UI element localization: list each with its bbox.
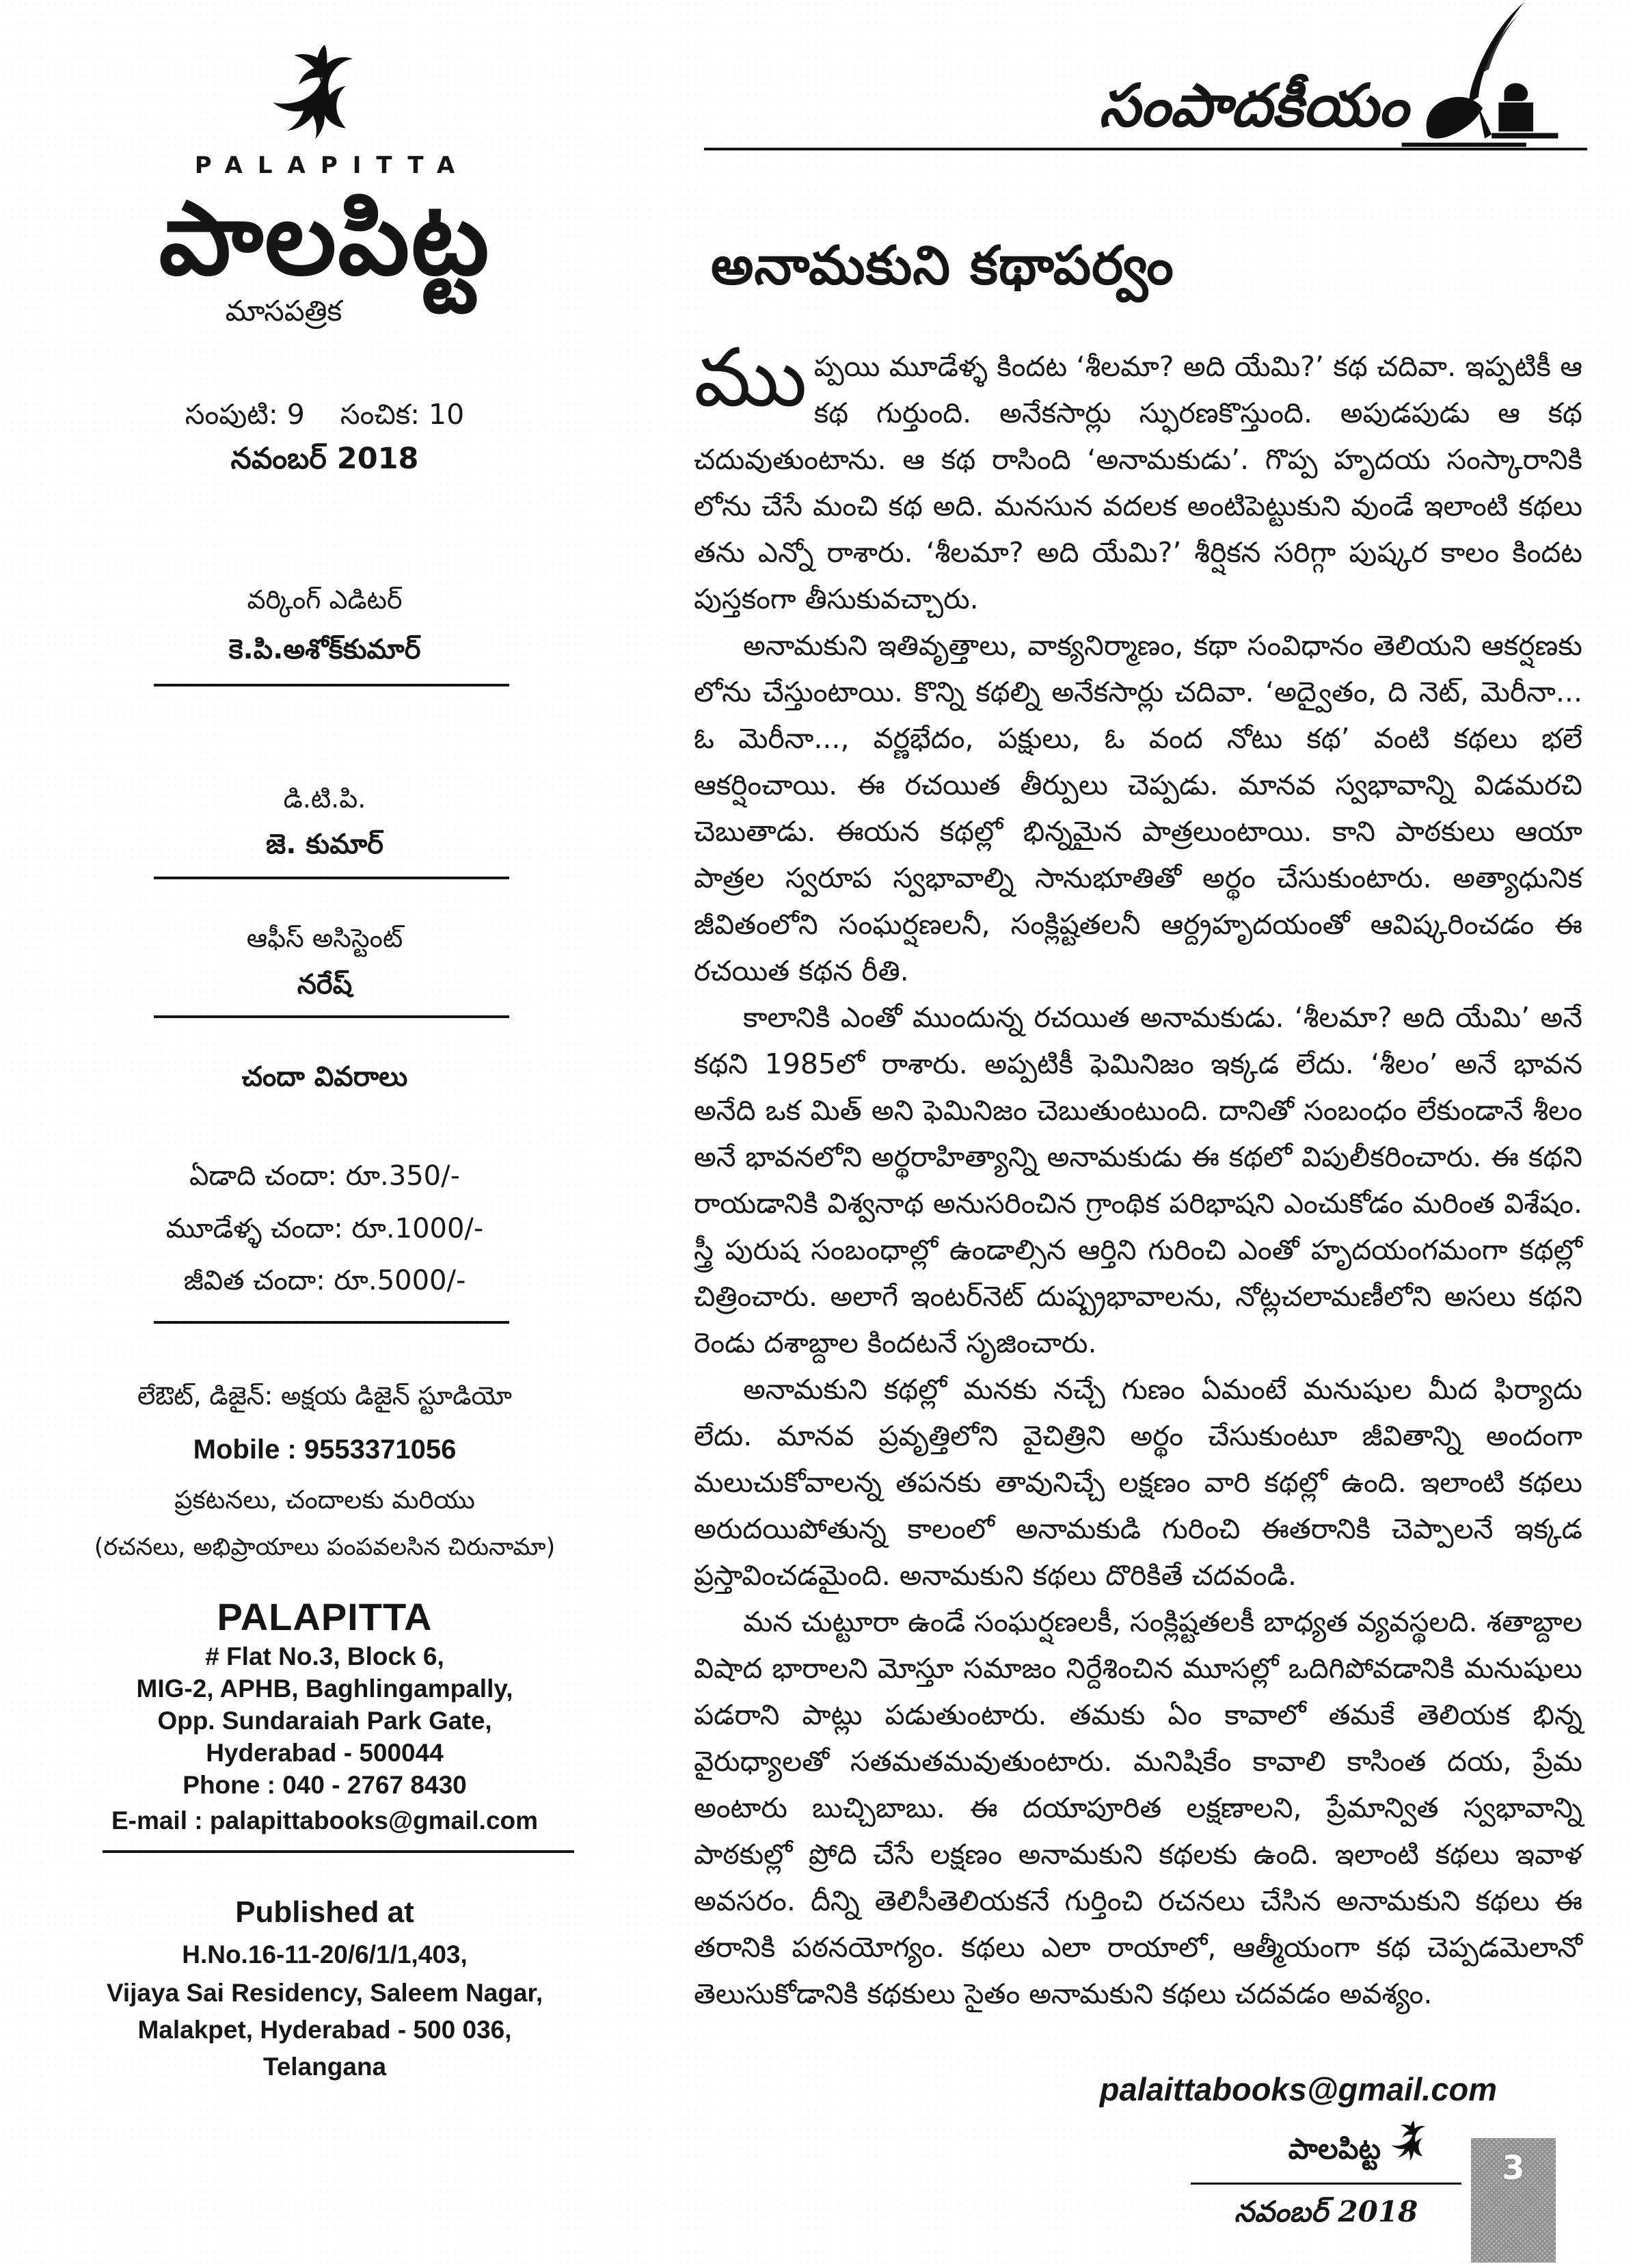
published-at-line: Vijaya Sai Residency, Saleem Nagar, [106,1979,543,2007]
article-title: అనామకుని కథాపర్వం [711,235,1174,297]
volume-label: సంపుటి: 9 [185,398,305,431]
brand-name-latin: PALAPITTA [194,152,470,179]
quill-pen-hand-illustration-icon [1386,0,1569,163]
paragraph: మన చుట్టూరా ఉండే సంఘర్షణలకీ, సంక్లిష్టతలకీ బాధ్యత వ్యవస్థలది. శతాబ్దాల విషాద భారాలని మోస్తూ సమాజం నిర్దేశించిన మూసల్లో ఒదిగిపోవడానికి మనుషులు పడరాని పాట్లు పడుతుంటారు. తమకు ఏం కావాలో తమకే తెలియక భిన్న వైరుధ్యాలతో సతమతమవుతుంటారు. మనిషికేం కావాలి కాసింత దయ, ప్రేమ అంటారు బుచ్చిబాబు. ఈ దయాపూరిత లక్షణాలని, ప్రేమాన్విత స్వభావాన్ని పాఠకుల్లో ప్రోది చేసే లక్షణం అనామకుని కథలకు ఉంది. ఇలాంటి కథలు ఇవాళ అవసరం. దీన్ని తెలిసీతెలియకనే గుర్తించి రచనలు చేసిన అనామకుని కథలు ఈ తరానికి పఠనయోగ్యం. కథలు ఎలా రాయాలో, ఆత్మీయంగా కథ చెప్పడమెలానో తెలుసుకోడానికి కథకులు సైతం అనామకుని కథలు చదవడం అవశ్యం. [694,1605,1582,2010]
staff-name-office-assistant: నరేష్ [297,969,353,1000]
published-at-heading: Published at [235,1895,414,1929]
paragraph: అనామకుని ఇతివృత్తాలు, వాక్యనిర్మాణం, కథా సంవిధానం తెలియని ఆకర్షణకు లోను చేస్తుంటాయి. కొన్ని కథల్ని అనేకసార్లు చదివా. ‘అద్వైతం, ది నెట్, మెరీనా... ఓ మెరీనా..., వర్ణభేదం, పక్షులు, ఓ వంద నోటు కథ’ వంటి కథలు భలే ఆకర్షించాయి. ఈ రచయిత తీర్పులు చెప్పడు. మానవ స్వభావాన్ని విడమరచి చెబుతాడు. ఈయన కథల్లో భిన్నమైన పాత్రలుంటాయి. కాని పాఠకులు ఆయా పాత్రల స్వరూప స్వభావాల్ని సానుభూతితో అర్థం చేసుకుంటారు. అత్యాధునిక జీవితంలోని సంఘర్షణలనీ, సంక్లిష్టతలనీ ఆర్ద్రహృదయంతో ఆవిష్కరించడం ఈ రచయిత కథన రీతి. [694,629,1582,987]
issue-info-row [75,398,574,438]
dropcap: ము [694,330,807,425]
signoff-email: palaittabooks@gmail.com [1099,2071,1497,2107]
brand-tagline: మాసపత్రిక [225,294,342,328]
section-label-editorial: సంపాదకీయం [1098,71,1408,140]
bird-logo-icon [195,42,455,152]
published-at-line: Malakpet, Hyderabad - 500 036, [137,2016,512,2044]
footer-bird-icon [1386,2120,1441,2167]
issue-date: నవంబర్ 2018 [230,442,419,476]
publisher-name: PALAPITTA [217,1595,433,1638]
staff-name-working-editor: కె.పి.అశోక్‌కుమార్ [228,634,421,665]
publisher-phone: Phone : 040 - 2767 8430 [183,1771,467,1799]
footer-divider [1191,2183,1461,2185]
divider [154,877,509,879]
design-mobile-number: Mobile : 9553371056 [193,1435,457,1465]
paragraph: అనామకుని కథల్లో మనకు నచ్చే గుణం ఏమంటే మనుషుల మీద ఫిర్యాదు లేదు. మానవ ప్రవృత్తిలోని వైచిత్రిని అర్థం చేసుకుంటూ జీవితాన్ని అందంగా మలుచుకోవాలన్న తపనకు తావునిచ్చే లక్షణం వారి కథల్లో ఉంది. ఇలాంటి కథలు అరుదయిపోతున్న కాలంలో అనామకుడి గురించి ఈతరానికి చెప్పాలనే ఇక్కడ ప్రస్తావించడమైంది. అనామకుని కథలు దొరికితే చదవండి. [694,1373,1582,1592]
publisher-address-line: Opp. Sundaraiah Park Gate, [157,1707,492,1735]
published-at-line: Telangana [262,2053,387,2081]
staff-role-office-assistant: ఆఫీస్ అసిస్టెంట్ [246,923,403,953]
contact-note-line1: ప్రకటనలు, చందాలకు మరియు [174,1485,475,1515]
subscription-rate-annual: ఏడాది చందా: రూ.350/- [189,1160,461,1192]
paragraph: కాలానికి ఎంతో ముందున్న రచయిత అనామకుడు. ‘శీలమా? అది యేమి’ అనే కథని 1985లో రాశారు. అప్పటికీ ఫెమినిజం ఇక్కడ లేదు. ‘శీలం’ అనే భావన అనేది ఒక మిత్ అని ఫెమినిజం చెబుతుంటుంది. దానితో సంబంధం లేకుండానే శీలం అనే భావనలోని అర్థరాహిత్యాన్ని అనామకుడు ఈ కథలో విపులీకరించారు. ఈ కథని రాయడానికి విశ్వనాథ అనుసరించిన గ్రాంథిక పరిభాషని ఎంచుకోడం మరింత విశేషం. స్త్రీ పురుష సంబంధాల్లో ఉండాల్సిన ఆర్తిని గురించి ఎంతో హృదయంగమంగా కథల్లో చిత్రించారు. అలాగే ఇంటర్‌నెట్ దుష్ప్రభావాలను, నోట్లచలామణీలోని అసలు కథని రెండు దశాబ్దాల కిందటనే సృజించారు. [694,1001,1582,1359]
published-at-line: H.No.16-11-20/6/1/1,403, [182,1940,468,1969]
subscription-heading: చందా వివరాలు [241,1061,408,1093]
header-divider [704,148,1587,150]
page-number: 3 [1502,2149,1525,2187]
publisher-address-line: # Flat No.3, Block 6, [205,1642,444,1670]
paragraph: ముప్పయి మూడేళ్ళ కిందట ‘శీలమా? అది యేమి?’ కథ చదివా. ఇప్పటికీ ఆ కథ గుర్తుంది. అనేకసార్లు స్ఫురణకొస్తుంది. అపుడపుడు ఆ కథ చదువుతుంటాను. ఆ కథ రాసింది ‘అనామకుడు’. గొప్ప హృదయ సంస్కారానికి లోను చేసే మంచి కథ అది. మనసున వదలక అంటిపెట్టుకుని వుండే ఇలాంటి కథలు తను ఎన్నో రాశారు. ‘శీలమా? అది యేమి?’ శీర్షికన సరిగ్గా పుష్కర కాలం కిందట పుస్తకంగా తీసుకువచ్చారు. [694,330,1582,615]
publisher-address-line: Hyderabad - 500044 [206,1739,444,1767]
publisher-email: E-mail : palapittabooks@gmail.com [111,1806,539,1835]
article-body [694,330,1582,2017]
brand-name-telugu: పాలపిట్ట [159,180,491,297]
subscription-rate-lifetime: జీవిత చందా: రూ.5000/- [183,1265,466,1296]
footer-issue-date: నవంబర్ 2018 [1234,2195,1418,2228]
divider [154,684,509,686]
issue-number-label: సంచిక: 10 [340,398,465,431]
staff-role-dtp: డి.టి.పి. [283,784,366,814]
staff-role-working-editor: వర్కింగ్ ఎడిటర్ [247,585,403,615]
staff-name-dtp: జె. కుమార్ [266,829,383,860]
design-credit: లేఔట్, డిజైన్: అక్షయ డిజైన్ స్టూడియో [137,1381,512,1411]
sidebar-masthead [75,0,574,2268]
contact-note-line2: (రచనలు, అభిప్రాయాలు పంపవలసిన చిరునామా) [94,1534,556,1561]
divider [154,1015,509,1018]
publisher-address-line: MIG-2, APHB, Baghlingampally, [136,1675,513,1703]
page-number-box [1471,2138,1556,2263]
subscription-rate-three-year: మూడేళ్ళ చందా: రూ.1000/- [165,1213,484,1244]
divider [154,1321,509,1324]
divider [103,1850,574,1853]
footer-brand: పాలపిట్ట [1288,2132,1381,2165]
